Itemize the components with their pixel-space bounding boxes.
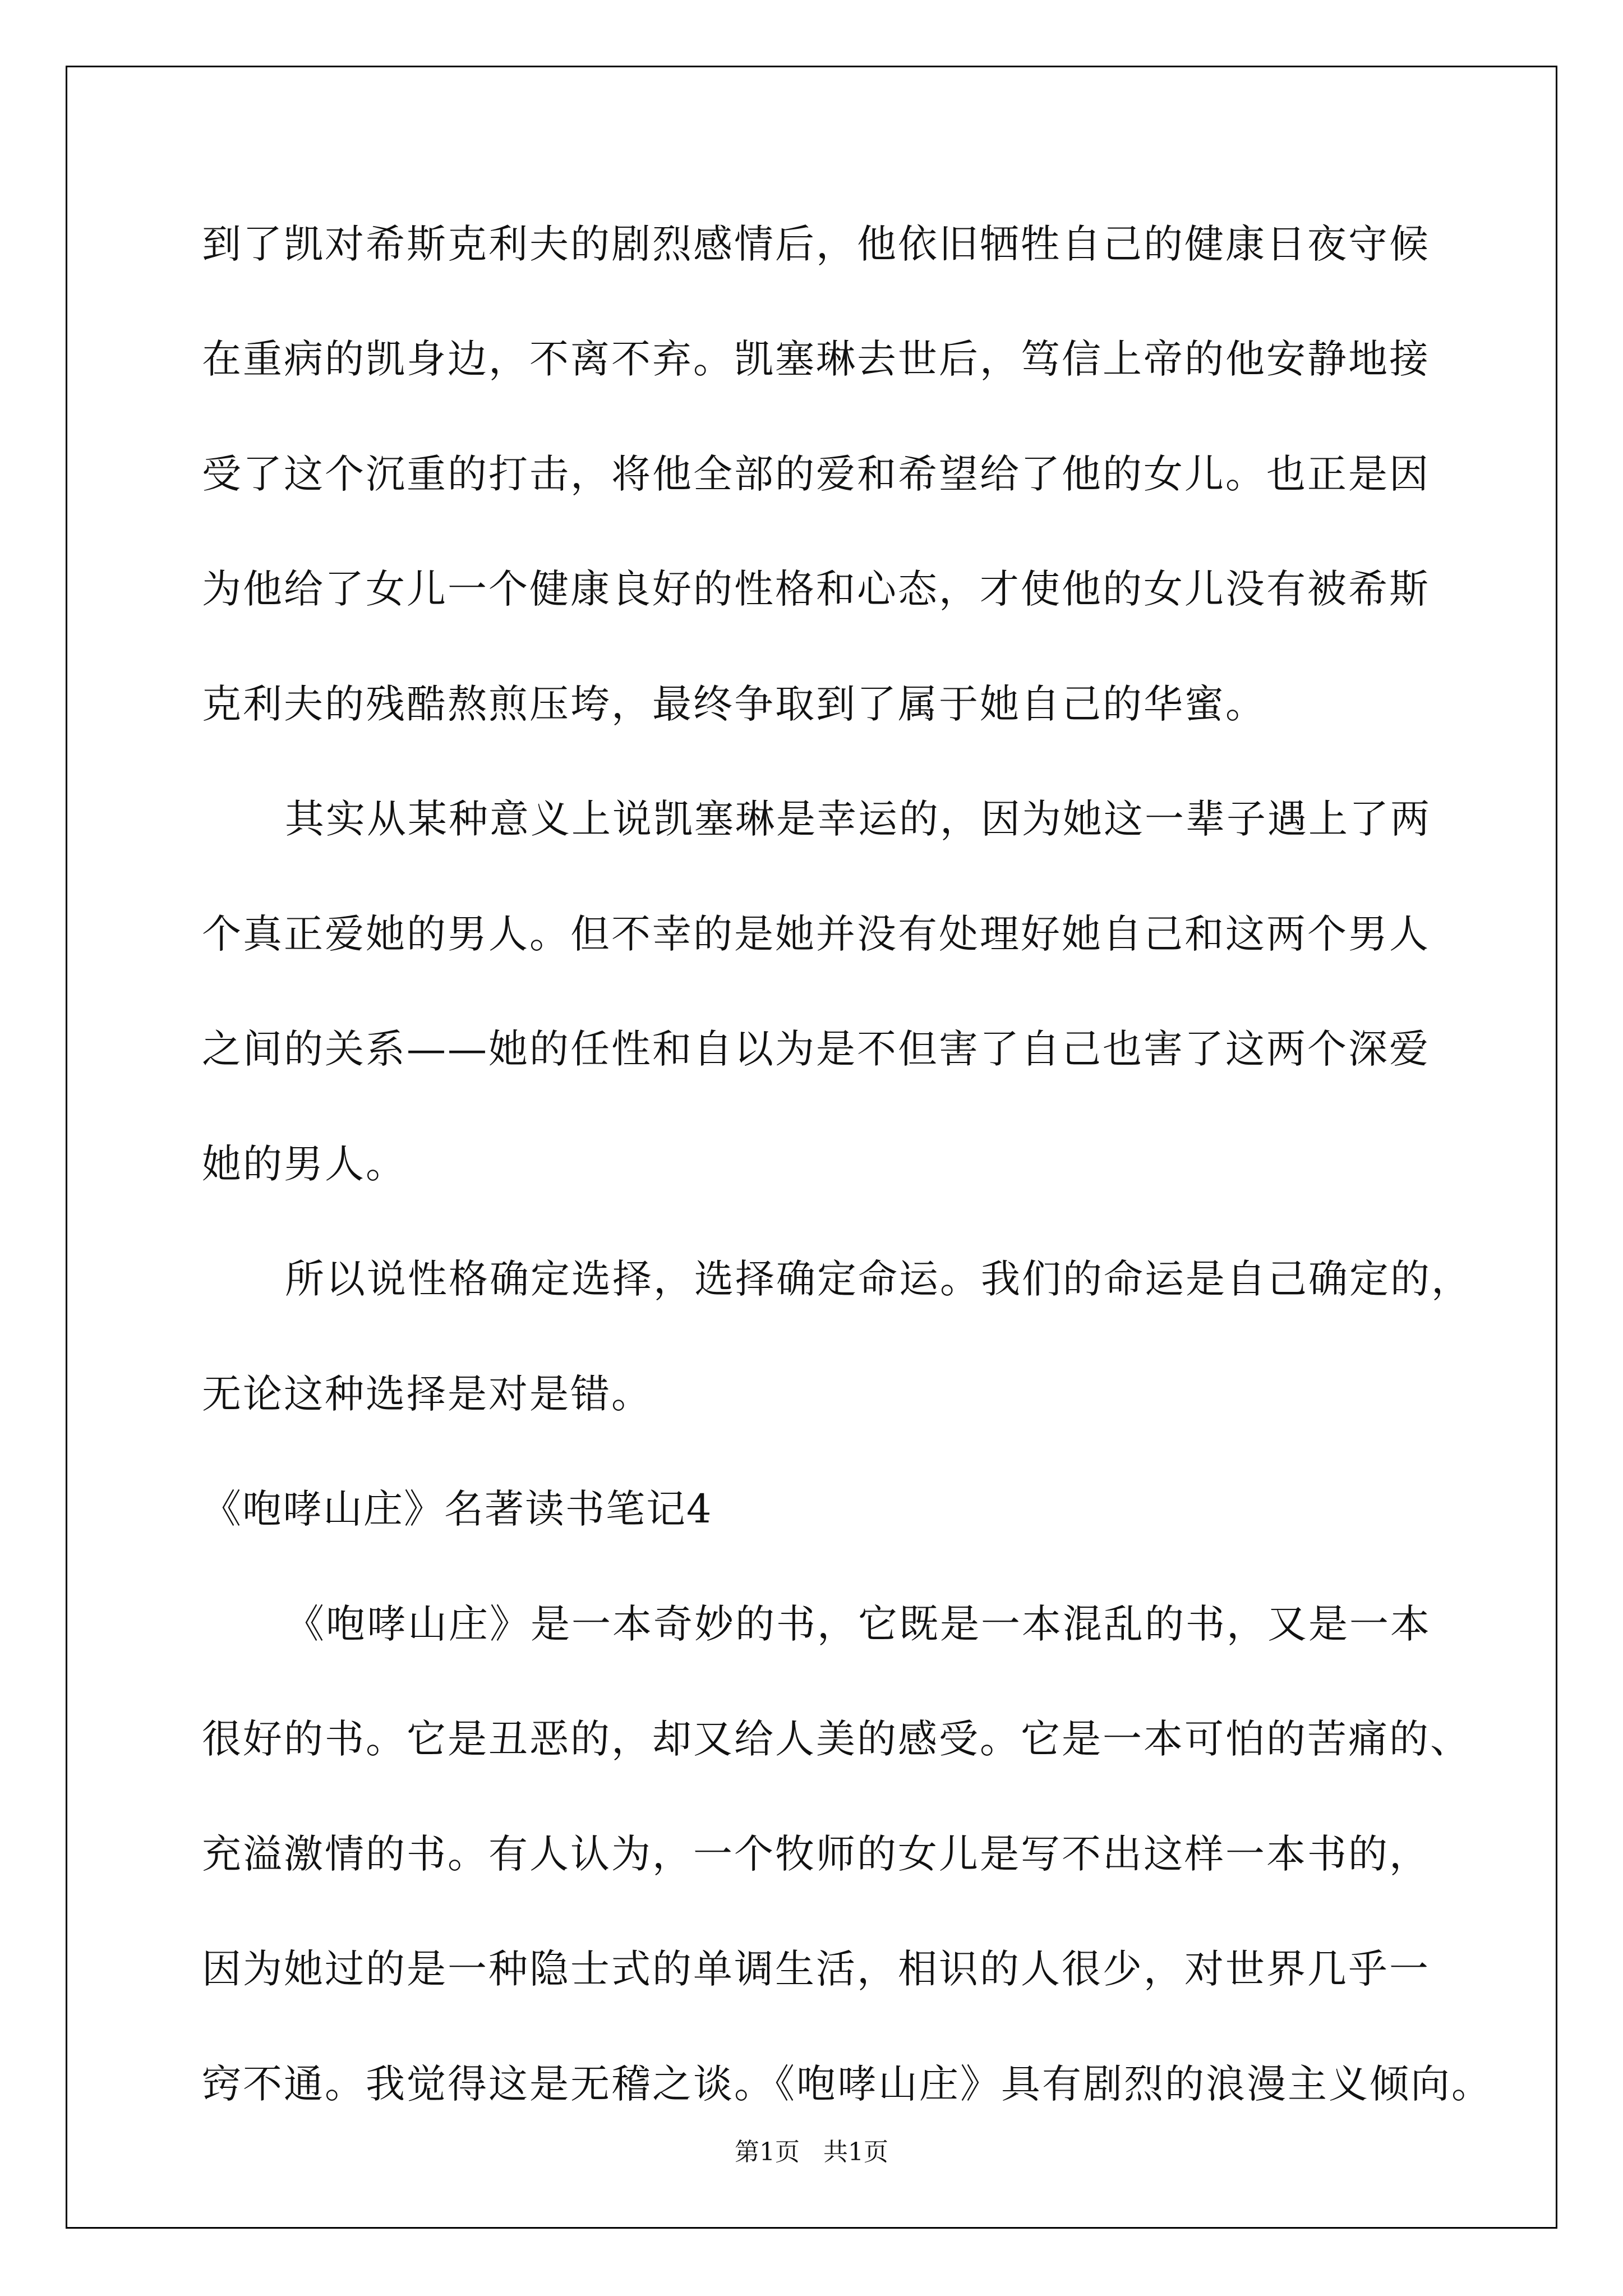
text-line: 充溢激情的书。有人认为，一个牧师的女儿是写不出这样一本书的， [202, 1831, 1430, 1877]
paragraph-start-line: 《咆哮山庄》是一本奇妙的书，它既是一本混乱的书，又是一本 [285, 1601, 1431, 1647]
text-line: 到了凯对希斯克利夫的剧烈感情后，他依旧牺牲自己的健康日夜守候 [202, 221, 1430, 267]
document-body [202, 216, 1492, 2171]
section-heading: 《咆哮山庄》名著读书笔记4 [202, 1486, 713, 1532]
text-line: 在重病的凯身边，不离不弃。凯塞琳去世后，笃信上帝的他安静地接 [202, 336, 1430, 382]
paragraph-start-line: 所以说性格确定选择，选择确定命运。我们的命运是自己确定的， [285, 1256, 1472, 1302]
paragraph-start-line: 其实从某种意义上说凯塞琳是幸运的，因为她这一辈子遇上了两 [285, 796, 1431, 842]
text-line: 克利夫的残酷熬煎压垮，最终争取到了属于她自己的华蜜。 [202, 681, 1266, 727]
text-line: 很好的书。它是丑恶的，却又给人美的感受。它是一本可怕的苦痛的、 [202, 1716, 1471, 1762]
text-line: 因为她过的是一种隐士式的单调生活，相识的人很少，对世界几乎一 [202, 1946, 1430, 1992]
text-line: 之间的关系——她的任性和自以为是不但害了自己也害了这两个深爱 [202, 1026, 1430, 1072]
page-footer: 第1页 共1页 [735, 2138, 888, 2166]
text-line: 为他给了女儿一个健康良好的性格和心态，才使他的女儿没有被希斯 [202, 566, 1430, 612]
text-line: 她的男人。 [202, 1141, 407, 1187]
text-line: 窍不通。我觉得这是无稽之谈。《咆哮山庄》具有剧烈的浪漫主义倾向。 [202, 2061, 1492, 2107]
text-line: 个真正爱她的男人。但不幸的是她并没有处理好她自己和这两个男人 [202, 911, 1430, 957]
text-line: 无论这种选择是对是错。 [202, 1371, 652, 1417]
text-line: 受了这个沉重的打击，将他全部的爱和希望给了他的女儿。也正是因 [202, 451, 1430, 497]
